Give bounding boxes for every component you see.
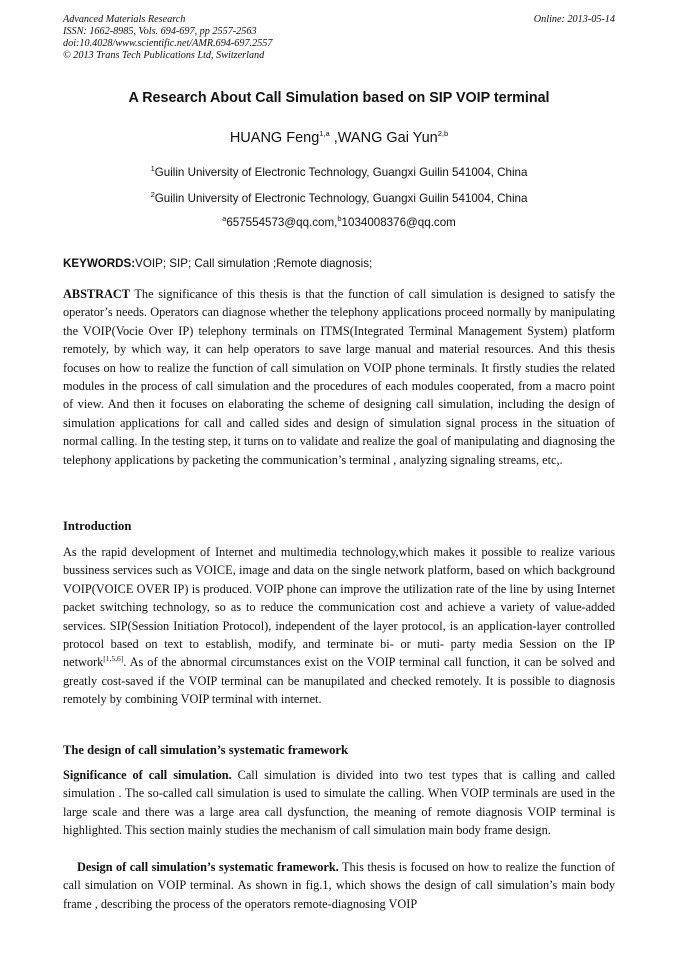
- affiliation-1-sup: 1: [150, 164, 155, 174]
- journal-name: Advanced Materials Research: [63, 14, 186, 25]
- abstract: [63, 285, 615, 469]
- journal-header: [63, 14, 615, 62]
- affiliation-2: [0, 192, 678, 205]
- keywords-text: VOIP; SIP; Call simulation ;Remote diagnosis;: [135, 257, 373, 270]
- citation: [1,5,6]: [103, 654, 124, 664]
- affiliation-2-text: Guilin University of Electronic Technology, Guangxi Guilin 541004, China: [154, 192, 528, 205]
- significance-label: Significance of call simulation.: [63, 768, 232, 782]
- introduction-text-2: . As of the abnormal circumstances exist on the VOIP terminal call function, it can be solved and greatly cost-saved if the VOIP terminal can be manupilated and checked remotely. It is possible to diagnosis remotely by combining VOIP terminal with internet.: [63, 655, 615, 707]
- keywords-label: KEYWORDS:: [63, 257, 136, 270]
- abstract-text: The significance of this thesis is that the function of call simulation is designed to satisfy the operator’s needs. Operators can diagnose whether the telephony applications proceed normally by manipulating the VOIP(Vocie Over IP) telephony terminals on ITMS(Integrated Terminal Management System) platform remotely, by which way, it can help operators to save large manual and material resources. And this thesis focuses on how to realize the function of call simulation on VOIP phone terminals. It firstly studies the related modules in the process of call simulation and the procedures of each modules cooperated, from a macro point of view. And then it focuses on elaborating the scheme of designing call simulation, including the design of simulation applications for call and called sides and design of simulation signal process in the situation of normal calling. In the testing step, it turns on to validate and realize the goal of manipulating and diagnosing the telephony applications by packeting the communication’s terminal , analyzing signaling streams, etc,.: [63, 287, 615, 467]
- introduction-paragraph: [63, 543, 615, 709]
- paper-title: A Research About Call Simulation based on SIP VOIP terminal: [128, 90, 550, 106]
- email-a-sup: a: [222, 214, 227, 224]
- author-1-sup: 1,a: [319, 129, 330, 139]
- copyright-line: © 2013 Trans Tech Publications Ltd, Switzerland: [63, 50, 265, 61]
- email-a: 657554573@qq.com,: [226, 216, 338, 229]
- affiliation-2-sup: 2: [150, 190, 155, 200]
- author-2-sup: 2,b: [437, 129, 449, 139]
- author-separator: ,: [329, 130, 338, 146]
- framework-paragraph: [63, 858, 615, 913]
- online-date: Online: 2013-05-14: [533, 14, 615, 25]
- abstract-label: ABSTRACT: [63, 287, 130, 301]
- author-line: [0, 130, 678, 146]
- significance-text: Call simulation is divided into two test types that is calling and called simulation . The so-called call simulation is used to simulate the calling. When VOIP terminals are used in the large scale and there was a large area call dysfunction, the meaning of remote diagnosis VOIP terminal is highlighted. This section mainly studies the mechanism of call simulation main body frame design.: [63, 768, 615, 838]
- email-b-sup: b: [337, 214, 342, 224]
- email-b: 1034008376@qq.com: [341, 216, 456, 229]
- issn-line: ISSN: 1662-8985, Vols. 694-697, pp 2557-2563: [63, 26, 257, 37]
- affiliation-1: [0, 166, 678, 179]
- author-1: HUANG Feng: [229, 130, 320, 146]
- introduction-text-1: As the rapid development of Internet and multimedia technology,which makes it possible to realize various bussiness services such as VOICE, image and data on the single network platform, based on which background VOIP(VOICE OVER IP) is produced. VOIP phone can improve the utilization rate of the line by using Internet packet switching technology, so as to reduce the communication cost and achieve a variety of value-added services. SIP(Session Initiation Protocol), independent of the layer protocol, is an application-layer controlled protocol based on text to establish, modify, and terminate bi- or muti- party media Session on the IP network: [63, 545, 615, 670]
- author-2: WANG Gai Yun: [337, 130, 438, 146]
- email-line: [0, 216, 678, 229]
- doi-line: doi:10.4028/www.scientific.net/AMR.694-697.2557: [63, 38, 273, 49]
- significance-paragraph: [63, 766, 615, 840]
- introduction-heading: Introduction: [63, 519, 132, 533]
- framework-label: Design of call simulation’s systematic framework.: [77, 860, 339, 874]
- affiliation-1-text: Guilin University of Electronic Technology, Guangxi Guilin 541004, China: [154, 166, 528, 179]
- framework-text: This thesis is focused on how to realize the function of call simulation on VOIP terminal. As shown in fig.1, which shows the design of call simulation’s main body frame , describing the process of the operators remote-diagnosing VOIP: [63, 860, 615, 911]
- keywords: [63, 257, 615, 270]
- design-heading: The design of call simulation’s systematic framework: [63, 743, 348, 757]
